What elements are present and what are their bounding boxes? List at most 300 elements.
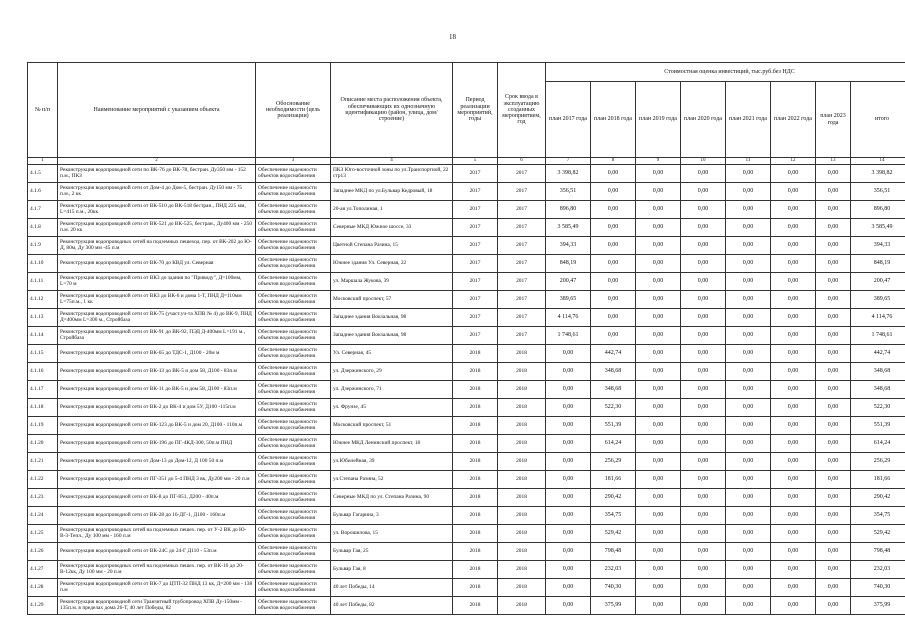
year-value: 0,00 [636, 435, 681, 453]
year-value: 529,42 [591, 525, 636, 543]
measure-name: Реконструкция водопроводной сети от ПГ-351 до 5-4 ПНД 3 вк, Ду200 мм - 20 п.м [58, 471, 256, 489]
row-number: 4.1.14 [28, 327, 58, 345]
year-value: 0,00 [771, 543, 816, 561]
commission-year: 2017 [498, 327, 546, 345]
row-number: 4.1.20 [28, 435, 58, 453]
justification: Обеспечение надежности объектов водоснабжения [256, 255, 331, 273]
table-body [28, 165, 905, 615]
period: 2017 [453, 183, 498, 201]
year-value: 0,00 [591, 183, 636, 201]
justification: Обеспечение надежности объектов водоснабжения [256, 345, 331, 363]
justification: Обеспечение надежности объектов водоснабжения [256, 219, 331, 237]
location: Ул. Северная, 45 [331, 345, 453, 363]
year-value: 0,00 [726, 219, 771, 237]
year-value: 200,47 [546, 273, 591, 291]
commission-year: 2017 [498, 309, 546, 327]
year-value: 0,00 [636, 525, 681, 543]
year-value: 0,00 [681, 561, 726, 579]
total-value: 181,66 [851, 471, 905, 489]
year-value: 0,00 [681, 237, 726, 255]
justification: Обеспечение надежности объектов водоснабжения [256, 561, 331, 579]
table-row [28, 543, 905, 561]
header-commission: Срок ввода в эксплуатацию созданных мероприятием, год [498, 63, 546, 158]
header-name: Наименование мероприятий с указанием объекта [58, 63, 256, 158]
total-value: 389,65 [851, 291, 905, 309]
column-number: 2 [58, 158, 256, 165]
period: 2018 [453, 561, 498, 579]
year-value: 0,00 [681, 579, 726, 597]
period: 2018 [453, 507, 498, 525]
year-value: 0,00 [636, 363, 681, 381]
measure-name: Реконструкция водопроводной сети от ВК-8 до ПГ-851, Д200 - 40п.м [58, 489, 256, 507]
justification: Обеспечение надежности объектов водоснабжения [256, 291, 331, 309]
period: 2017 [453, 273, 498, 291]
commission-year: 2018 [498, 345, 546, 363]
total-value: 4 114,76 [851, 309, 905, 327]
period: 2017 [453, 165, 498, 183]
year-value: 0,00 [726, 507, 771, 525]
period: 2018 [453, 597, 498, 615]
location: Цветной Степана Разина, 15 [331, 237, 453, 255]
year-value: 0,00 [816, 525, 851, 543]
period: 2018 [453, 489, 498, 507]
row-number: 4.1.7 [28, 201, 58, 219]
year-value: 0,00 [546, 507, 591, 525]
year-value: 0,00 [681, 525, 726, 543]
year-value: 3 585,49 [546, 219, 591, 237]
year-value: 0,00 [726, 363, 771, 381]
column-number: 4 [331, 158, 453, 165]
year-value: 0,00 [681, 471, 726, 489]
year-value: 0,00 [591, 165, 636, 183]
year-value: 0,00 [771, 237, 816, 255]
justification: Обеспечение надежности объектов водоснабжения [256, 201, 331, 219]
year-value: 0,00 [726, 399, 771, 417]
year-value: 0,00 [771, 525, 816, 543]
justification: Обеспечение надежности объектов водоснабжения [256, 525, 331, 543]
year-value: 0,00 [636, 471, 681, 489]
year-value: 798,48 [591, 543, 636, 561]
commission-year: 2017 [498, 165, 546, 183]
measure-name: Реконструкция водопроводной сети от ВК-2 до ВК-4 и дом 5У, Д100 -115п.м [58, 399, 256, 417]
justification: Обеспечение надежности объектов водоснабжения [256, 237, 331, 255]
year-value: 0,00 [546, 489, 591, 507]
location: ул.Юбилейная, 39 [331, 453, 453, 471]
commission-year: 2018 [498, 453, 546, 471]
header-year: план 2022 года [771, 82, 816, 158]
location: Южнее здания Ул. Северная, 22 [331, 255, 453, 273]
row-number: 4.1.15 [28, 345, 58, 363]
period: 2017 [453, 201, 498, 219]
year-value: 0,00 [771, 507, 816, 525]
total-value: 348,68 [851, 363, 905, 381]
year-value: 0,00 [726, 273, 771, 291]
table-row [28, 507, 905, 525]
header-year: план 2019 года [636, 82, 681, 158]
header-period: Период реализации мероприятий, годы [453, 63, 498, 158]
measure-name: Реконструкция водопроводных сетей на подземных пешех. пер. от У-2 ВК до Ю-В-3-Тепл., Ду 100 мм - 160 п.м [58, 525, 256, 543]
column-number: 6 [498, 158, 546, 165]
total-value: 3 398,82 [851, 165, 905, 183]
row-number: 4.1.22 [28, 471, 58, 489]
year-value: 0,00 [771, 309, 816, 327]
table-row [28, 579, 905, 597]
location: Западнее здания Вокзальная, 98 [331, 309, 453, 327]
total-value: 375,99 [851, 597, 905, 615]
year-value: 0,00 [681, 291, 726, 309]
year-value: 4 114,76 [546, 309, 591, 327]
year-value: 0,00 [681, 201, 726, 219]
period: 2017 [453, 255, 498, 273]
column-number: 13 [816, 158, 851, 165]
commission-year: 2017 [498, 219, 546, 237]
period: 2018 [453, 453, 498, 471]
total-value: 1 748,61 [851, 327, 905, 345]
year-value: 232,03 [591, 561, 636, 579]
year-value: 0,00 [681, 255, 726, 273]
total-value: 614,24 [851, 435, 905, 453]
location: ул. Фрунзе, 45 [331, 399, 453, 417]
commission-year: 2017 [498, 183, 546, 201]
year-value: 0,00 [681, 543, 726, 561]
year-value: 0,00 [546, 435, 591, 453]
measure-name: Реконструкция водопроводной сети от Дом-13 до Дом-12, Д 100 50 п.м [58, 453, 256, 471]
row-number: 4.1.6 [28, 183, 58, 201]
location: ПКЗ Юго-восточной зоны по ул.Транспортной, 22 стр13 [331, 165, 453, 183]
period: 2018 [453, 471, 498, 489]
table-row [28, 399, 905, 417]
year-value: 0,00 [771, 561, 816, 579]
measure-name: Реконструкция водопроводных сетей на подземных пешеход. пер. от ВК-202 до Ю-Д, 80м, Ду 300 мм -45 п.м [58, 237, 256, 255]
location: Бульвар Гая, 25 [331, 543, 453, 561]
year-value: 848,19 [546, 255, 591, 273]
location: Московский проспект, 57 [331, 291, 453, 309]
year-value: 0,00 [726, 579, 771, 597]
measure-name: Реконструкция водопроводной сети от ВК-75 (участ.уч-та ХПВ № 4) до ВК-9, ПНД Д=400мм L=300 м., Стройбаза [58, 309, 256, 327]
total-value: 232,03 [851, 561, 905, 579]
year-value: 0,00 [681, 453, 726, 471]
total-value: 200,47 [851, 273, 905, 291]
measure-name: Реконструкция водопроводной сети от ВК-65 до ТДС-1, Д100 - 20м м [58, 345, 256, 363]
year-value: 0,00 [726, 597, 771, 615]
period: 2018 [453, 399, 498, 417]
column-number: 1 [28, 158, 58, 165]
table-row [28, 363, 905, 381]
measure-name: Реконструкция водопроводной сети от ВК-28 до 16-ДГ-1, Д100 - 160п.м [58, 507, 256, 525]
justification: Обеспечение надежности объектов водоснабжения [256, 597, 331, 615]
measure-name: Реконструкция водопроводной сети от ВК3 до ВК-6 и дома 1-Т, ПНД Д=110мм L=75п.м., 1 кк [58, 291, 256, 309]
year-value: 0,00 [636, 291, 681, 309]
year-value: 0,00 [771, 381, 816, 399]
year-value: 0,00 [636, 579, 681, 597]
year-value: 0,00 [771, 489, 816, 507]
justification: Обеспечение надежности объектов водоснабжения [256, 435, 331, 453]
justification: Обеспечение надежности объектов водоснабжения [256, 471, 331, 489]
commission-year: 2018 [498, 363, 546, 381]
commission-year: 2018 [498, 597, 546, 615]
year-value: 356,51 [546, 183, 591, 201]
year-value: 0,00 [681, 183, 726, 201]
row-number: 4.1.18 [28, 399, 58, 417]
year-value: 0,00 [816, 381, 851, 399]
year-value: 354,75 [591, 507, 636, 525]
year-value: 0,00 [681, 165, 726, 183]
period: 2017 [453, 219, 498, 237]
year-value: 0,00 [816, 255, 851, 273]
year-value: 896,80 [546, 201, 591, 219]
year-value: 0,00 [771, 327, 816, 345]
location: Южнее МКД Ленинский проспект, 18 [331, 435, 453, 453]
year-value: 0,00 [636, 201, 681, 219]
column-number: 3 [256, 158, 331, 165]
total-value: 354,75 [851, 507, 905, 525]
header-location: Описание места расположения объекта, обеспечивающих их однозначную идентификацию (район, улица, дом/строение) [331, 63, 453, 158]
year-value: 0,00 [636, 273, 681, 291]
year-value: 181,66 [591, 471, 636, 489]
row-number: 4.1.26 [28, 543, 58, 561]
year-value: 0,00 [771, 363, 816, 381]
measure-name: Реконструкция водопроводной сети от ВК-196 до ПГ-4КД-300, 50п.м ПНД [58, 435, 256, 453]
year-value: 0,00 [681, 219, 726, 237]
table-row [28, 183, 905, 201]
year-value: 0,00 [726, 435, 771, 453]
row-number: 4.1.19 [28, 417, 58, 435]
row-number: 4.1.28 [28, 579, 58, 597]
year-value: 0,00 [726, 561, 771, 579]
total-value: 256,29 [851, 453, 905, 471]
year-value: 0,00 [681, 435, 726, 453]
year-value: 0,00 [816, 561, 851, 579]
investment-table [27, 62, 905, 615]
year-value: 0,00 [771, 201, 816, 219]
year-value: 0,00 [636, 327, 681, 345]
year-value: 0,00 [816, 399, 851, 417]
period: 2018 [453, 345, 498, 363]
justification: Обеспечение надежности объектов водоснабжения [256, 543, 331, 561]
year-value: 0,00 [546, 561, 591, 579]
commission-year: 2018 [498, 417, 546, 435]
justification: Обеспечение надежности объектов водоснабжения [256, 381, 331, 399]
row-number: 4.1.29 [28, 597, 58, 615]
year-value: 0,00 [546, 363, 591, 381]
year-value: 0,00 [726, 525, 771, 543]
table-row [28, 327, 905, 345]
year-value: 0,00 [726, 183, 771, 201]
year-value: 0,00 [591, 201, 636, 219]
header-no: № п/п [28, 63, 58, 158]
column-number: 12 [771, 158, 816, 165]
year-value: 348,68 [591, 363, 636, 381]
row-number: 4.1.5 [28, 165, 58, 183]
year-value: 551,39 [591, 417, 636, 435]
year-value: 442,74 [591, 345, 636, 363]
year-value: 0,00 [771, 579, 816, 597]
column-number-row [28, 158, 905, 165]
period: 2017 [453, 327, 498, 345]
period: 2018 [453, 381, 498, 399]
table-row [28, 255, 905, 273]
measure-name: Реконструкция водопроводной сети от ВК-13 до ВК-5 и дом 58, Д100 - 83п.м [58, 363, 256, 381]
year-value: 0,00 [816, 309, 851, 327]
measure-name: Реконструкция водопроводной сети от Дом-4 до Дом-5, бестран. Ду150 мм - 75 п.м., 2 кк [58, 183, 256, 201]
year-value: 0,00 [636, 489, 681, 507]
year-value: 0,00 [816, 201, 851, 219]
total-value: 356,51 [851, 183, 905, 201]
year-value: 0,00 [681, 399, 726, 417]
location: Западнее здания Вокзальная, 98 [331, 327, 453, 345]
justification: Обеспечение надежности объектов водоснабжения [256, 309, 331, 327]
year-value: 0,00 [726, 489, 771, 507]
year-value: 522,30 [591, 399, 636, 417]
year-value: 0,00 [771, 417, 816, 435]
commission-year: 2017 [498, 201, 546, 219]
measure-name: Реконструкция водопроводной сети от ВК-11 до ВК-5 и дом 58, Д100 - 83п.м [58, 381, 256, 399]
period: 2017 [453, 237, 498, 255]
row-number: 4.1.27 [28, 561, 58, 579]
justification: Обеспечение надежности объектов водоснабжения [256, 453, 331, 471]
year-value: 0,00 [636, 453, 681, 471]
header-cost-group: Стоимостная оценка инвестиций, тыс.руб.без НДС [546, 63, 905, 82]
year-value: 0,00 [816, 471, 851, 489]
year-value: 0,00 [816, 435, 851, 453]
total-value: 442,74 [851, 345, 905, 363]
year-value: 0,00 [636, 183, 681, 201]
total-value: 290,42 [851, 489, 905, 507]
year-value: 0,00 [771, 219, 816, 237]
table-row [28, 435, 905, 453]
row-number: 4.1.16 [28, 363, 58, 381]
total-value: 896,80 [851, 201, 905, 219]
year-value: 0,00 [636, 345, 681, 363]
year-value: 0,00 [591, 255, 636, 273]
total-value: 551,39 [851, 417, 905, 435]
year-value: 0,00 [546, 579, 591, 597]
year-value: 0,00 [681, 489, 726, 507]
header-year: план 2018 года [591, 82, 636, 158]
justification: Обеспечение надежности объектов водоснабжения [256, 183, 331, 201]
year-value: 256,29 [591, 453, 636, 471]
column-number: 5 [453, 158, 498, 165]
year-value: 0,00 [546, 471, 591, 489]
year-value: 0,00 [726, 345, 771, 363]
year-value: 0,00 [771, 291, 816, 309]
table-row [28, 597, 905, 615]
year-value: 348,68 [591, 381, 636, 399]
period: 2017 [453, 309, 498, 327]
year-value: 0,00 [816, 453, 851, 471]
year-value: 0,00 [771, 273, 816, 291]
year-value: 0,00 [681, 363, 726, 381]
year-value: 0,00 [771, 345, 816, 363]
header-year: план 2021 года [726, 82, 771, 158]
year-value: 0,00 [636, 561, 681, 579]
year-value: 0,00 [681, 507, 726, 525]
table-row [28, 417, 905, 435]
row-number: 4.1.8 [28, 219, 58, 237]
year-value: 3 398,82 [546, 165, 591, 183]
measure-name: Реконструкция водопроводной сети от ВК-91 до ВК-92, ПЭД Д-400мм L=191 м., Стройбаза [58, 327, 256, 345]
year-value: 0,00 [771, 165, 816, 183]
period: 2018 [453, 525, 498, 543]
year-value: 0,00 [591, 327, 636, 345]
period: 2018 [453, 579, 498, 597]
header-year: план 2017 года [546, 82, 591, 158]
year-value: 0,00 [591, 309, 636, 327]
location: ул. Дзержинского, 29 [331, 363, 453, 381]
location: 40 лет Победы, 82 [331, 597, 453, 615]
table-row [28, 345, 905, 363]
measure-name: Реконструкция водопроводной сети от ВК-521 до ВК-525, бестран., Ду400 мм - 250 п.м. 20 кк [58, 219, 256, 237]
year-value: 0,00 [591, 237, 636, 255]
measure-name: Реконструкция водопроводной сети от ВК-70 до КВД ул. Северная [58, 255, 256, 273]
location: Западнее МКД по ул.Бульвар Кедровый, 18 [331, 183, 453, 201]
year-value: 0,00 [771, 399, 816, 417]
year-value: 0,00 [546, 381, 591, 399]
total-value: 3 585,49 [851, 219, 905, 237]
justification: Обеспечение надежности объектов водоснабжения [256, 489, 331, 507]
commission-year: 2018 [498, 561, 546, 579]
justification: Обеспечение надежности объектов водоснабжения [256, 273, 331, 291]
table-row [28, 273, 905, 291]
year-value: 1 748,61 [546, 327, 591, 345]
table-row [28, 525, 905, 543]
location: 40 лет Победы, 14 [331, 579, 453, 597]
measure-name: Реконструкция водопроводной сети Транзитный трубопровод ХПВ Ду-150мм - 135п.м. в пределах дома 26-Т, 40 лет Победы, 82 [58, 597, 256, 615]
year-value: 0,00 [771, 471, 816, 489]
year-value: 0,00 [726, 453, 771, 471]
year-value: 0,00 [636, 417, 681, 435]
total-value: 394,33 [851, 237, 905, 255]
year-value: 0,00 [726, 201, 771, 219]
year-value: 0,00 [816, 363, 851, 381]
year-value: 614,24 [591, 435, 636, 453]
measure-name: Реконструкция водопроводной сети от ВК-510 до ВК-518 бестран., ПНД 225 мм, L=415 п.м., 20кк [58, 201, 256, 219]
commission-year: 2018 [498, 507, 546, 525]
location: ул.Степана Разина, 52 [331, 471, 453, 489]
table-row [28, 237, 905, 255]
table-row [28, 201, 905, 219]
year-value: 0,00 [726, 255, 771, 273]
year-value: 0,00 [771, 597, 816, 615]
year-value: 0,00 [816, 219, 851, 237]
total-value: 740,30 [851, 579, 905, 597]
period: 2018 [453, 417, 498, 435]
row-number: 4.1.12 [28, 291, 58, 309]
year-value: 389,65 [546, 291, 591, 309]
year-value: 0,00 [546, 399, 591, 417]
year-value: 0,00 [771, 183, 816, 201]
table-row [28, 165, 905, 183]
column-number: 11 [726, 158, 771, 165]
justification: Обеспечение надежности объектов водоснабжения [256, 327, 331, 345]
year-value: 0,00 [636, 255, 681, 273]
commission-year: 2018 [498, 489, 546, 507]
period: 2018 [453, 543, 498, 561]
total-value: 848,19 [851, 255, 905, 273]
year-value: 0,00 [546, 453, 591, 471]
row-number: 4.1.21 [28, 453, 58, 471]
location: Бульвар Гая, 8 [331, 561, 453, 579]
year-value: 0,00 [816, 237, 851, 255]
year-value: 0,00 [636, 381, 681, 399]
table-row [28, 453, 905, 471]
year-value: 0,00 [636, 165, 681, 183]
commission-year: 2018 [498, 525, 546, 543]
row-number: 4.1.17 [28, 381, 58, 399]
year-value: 0,00 [816, 327, 851, 345]
header-year: план 2023 года [816, 82, 851, 158]
total-value: 348,68 [851, 381, 905, 399]
